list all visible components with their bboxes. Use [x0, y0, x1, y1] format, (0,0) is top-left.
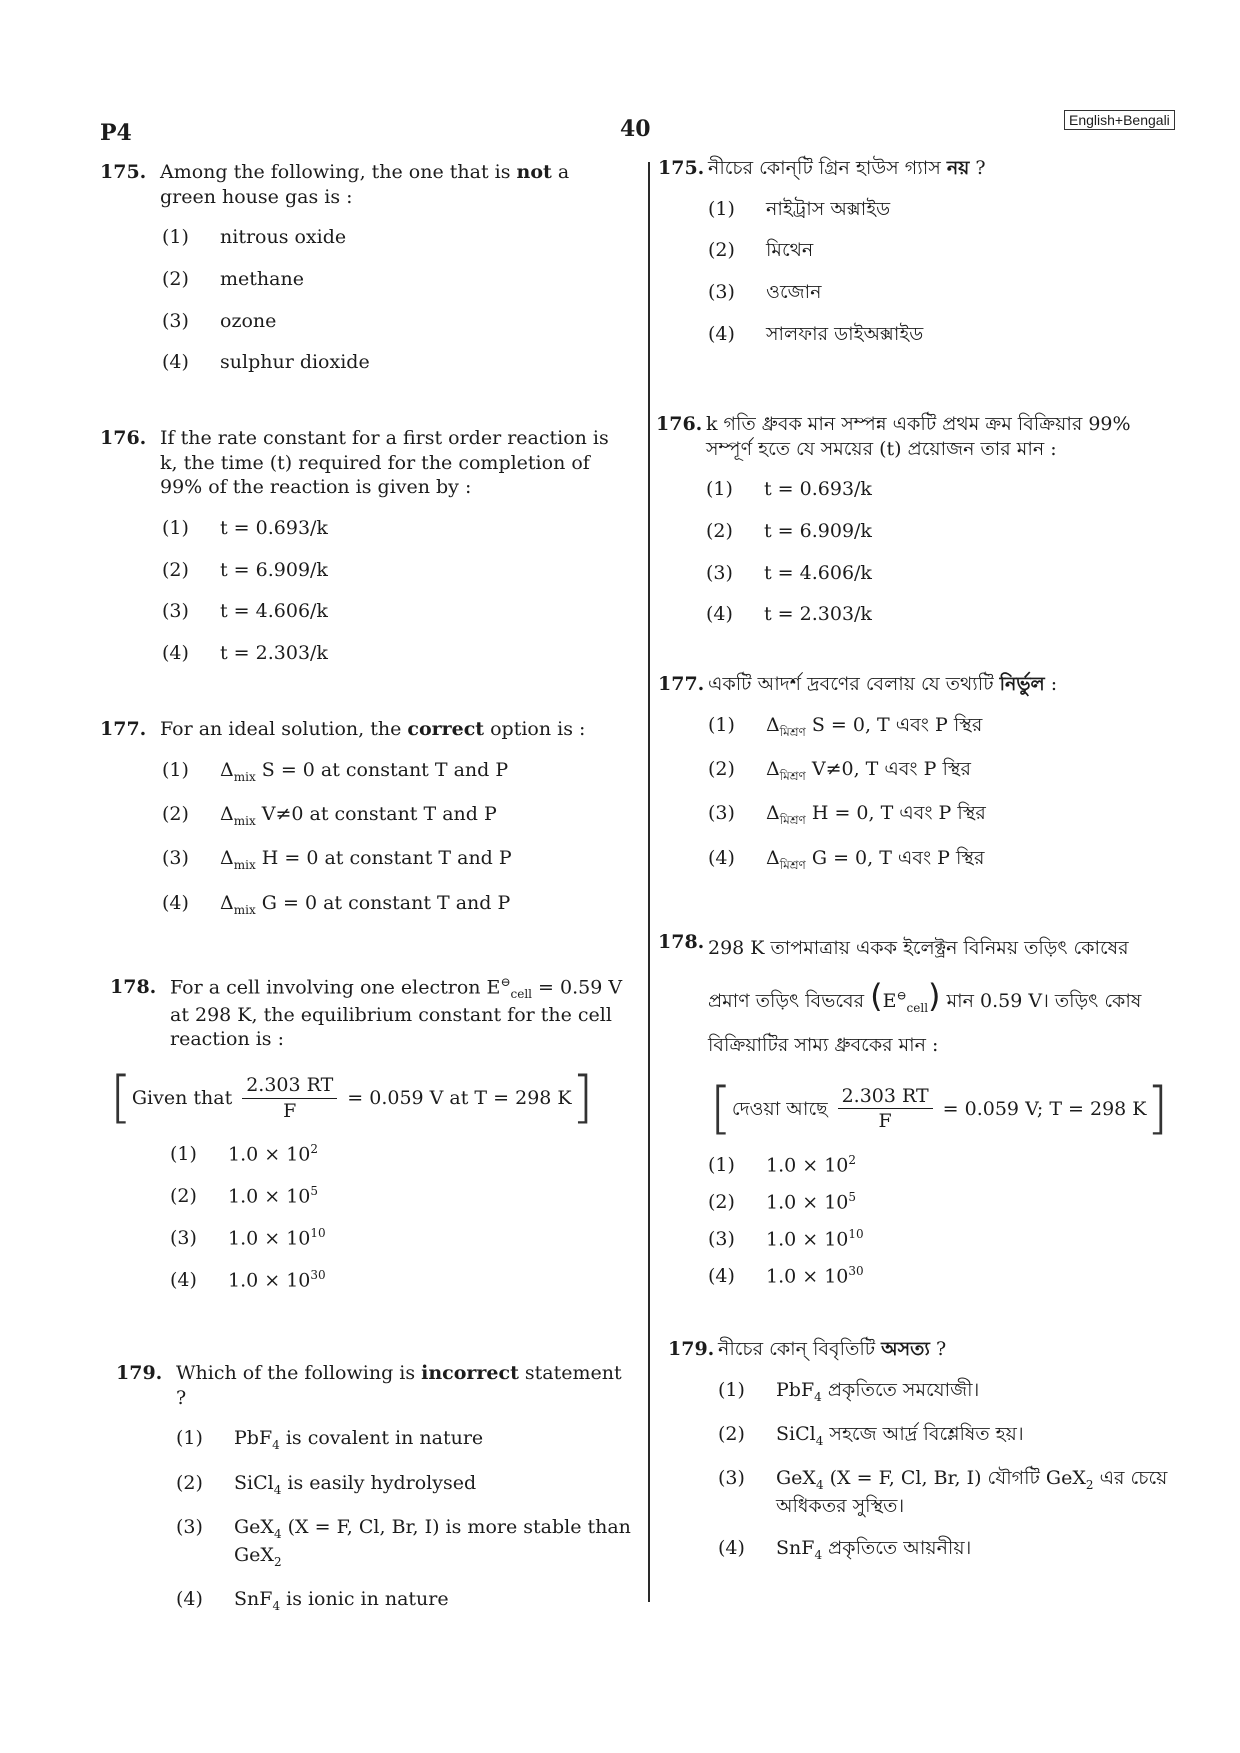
option-4: (4) $1.0 \times 10^{30}$: [170, 1268, 326, 1292]
question-177-en: [100, 717, 620, 935]
option-4: (4) t = 2.303/k: [706, 603, 872, 626]
options: [170, 1142, 630, 1293]
option-2: (2) methane: [162, 268, 304, 291]
option-2: (2) SiCl$_4$ সহজে আর্দ্র বিশ্লেষিত হয়।: [718, 1423, 1024, 1448]
option-2: (2) t = 6.909/k: [162, 558, 328, 581]
option-3: (3) GeX$_4$ (X = F, Cl, Br, I) is more stable than GeX$_2$: [176, 1516, 631, 1569]
option-4: (4) SnF$_4$ প্রকৃতিতে আয়নীয়।: [718, 1536, 972, 1562]
option-3: (3) ozone: [162, 309, 277, 332]
option-4: (4) $\Delta_{mix}$ G = 0 at constant T and P: [162, 891, 511, 917]
options: [708, 713, 1178, 874]
question-text: For an ideal solution, the correct option is :: [160, 718, 586, 740]
question-number: 179.: [668, 1338, 715, 1360]
option-4: (4) SnF$_4$ is ionic in nature: [176, 1587, 449, 1613]
question-number: 176.: [656, 413, 703, 435]
question-text: একটি আদর্শ দ্রবণের বেলায় যে তথ্যটি নির্ভুল :: [708, 673, 1058, 695]
question-text: 298 K তাপমাত্রায় একক ইলেক্ট্রন বিনিময় তড়িৎ কোষের প্রমাণ তড়িৎ বিভবের $(E^⊖_{cell})$ মান 0.59 V। তড়িৎ কোষ বিক্রিয়াটির সাম্য ধ্রুবকের মান :: [708, 937, 1142, 1056]
question-text: Among the following, the one that is not a green house gas is :: [160, 161, 570, 208]
paper-code: P4: [100, 120, 132, 146]
option-2: (2) $\Delta_{mix}$ V≠0 at constant T and P: [162, 803, 497, 828]
question-175-en: [100, 160, 620, 392]
option-4: (4) t = 2.303/k: [162, 642, 328, 665]
option-2: (2) $\Delta_{মিশ্রণ}$ V≠0, T এবং P স্থির: [708, 758, 971, 783]
language-tag: English+Bengali: [1064, 110, 1175, 130]
options: [708, 197, 1178, 347]
option-2: (2) $1.0 \times 10^5$: [708, 1190, 857, 1214]
option-3: (3) GeX$_4$ (X = F, Cl, Br, I) যৌগটি GeX$_2$ এর চেয়ে অধিকতর সুস্থিত।: [718, 1467, 1168, 1517]
question-text: নীচের কোন্‌টি গ্রিন হাউস গ্যাস নয় ?: [708, 157, 986, 179]
options: [162, 516, 620, 666]
option-3: (3) $1.0 \times 10^{10}$: [170, 1226, 326, 1250]
options: [162, 758, 620, 919]
option-1: (1) নাইট্রাস অক্সাইড: [708, 197, 891, 220]
option-3: (3) $\Delta_{mix}$ H = 0 at constant T and P: [162, 847, 512, 873]
option-3: (3) $\Delta_{মিশ্রণ}$ H = 0, T এবং P স্থির: [708, 802, 986, 828]
question-number: 177.: [658, 673, 705, 695]
question-text: For a cell involving one electron $E^⊖_{cell} = 0.59$ V at 298 K, the equilibrium constant for the cell reaction is :: [170, 975, 623, 1051]
option-3: (3) ওজোন: [708, 281, 822, 304]
option-3: (3) t = 4.606/k: [706, 561, 872, 584]
question-179-en: [116, 1361, 636, 1631]
option-3: (3) $1.0 \times 10^{10}$: [708, 1227, 864, 1251]
options: [718, 1378, 1188, 1563]
option-2: (2) SiCl$_4$ is easily hydrolysed: [176, 1471, 477, 1497]
option-2: (2) $1.0 \times 10^5$: [170, 1184, 319, 1208]
question-178-bn: [658, 930, 1178, 1301]
question-175-bn: [658, 156, 1178, 363]
question-text: নীচের কোন্‌ বিবৃতিটি অসত্য ?: [718, 1338, 947, 1360]
option-1: (1) $1.0 \times 10^2$: [170, 1142, 319, 1166]
option-1: (1) $1.0 \times 10^2$: [708, 1152, 857, 1177]
question-number: 175.: [658, 157, 705, 179]
option-4: (4) $1.0 \times 10^{30}$: [708, 1264, 864, 1288]
question-number: 179.: [116, 1362, 163, 1384]
question-number: 177.: [100, 718, 147, 740]
question-176-en: [100, 426, 620, 683]
options: [706, 477, 1176, 627]
option-1: (1) t = 0.693/k: [706, 478, 872, 501]
option-2: (2) মিথেন: [708, 239, 814, 262]
question-177-bn: [658, 672, 1178, 890]
question-text: Which of the following is incorrect statement ?: [176, 1362, 622, 1409]
question-178-en: [110, 975, 630, 1310]
option-4: (4) সালফার ডাইঅক্সাইড: [708, 322, 924, 345]
question-176-bn: [656, 412, 1176, 644]
question-number: 178.: [658, 931, 705, 953]
option-2: (2) t = 6.909/k: [706, 520, 872, 543]
option-3: (3) t = 4.606/k: [162, 600, 328, 623]
option-1: (1) $\Delta_{মিশ্রণ}$ S = 0, T এবং P স্থির: [708, 713, 983, 739]
option-4: (4) $\Delta_{মিশ্রণ}$ G = 0, T এবং P স্থির: [708, 846, 985, 872]
question-number: 176.: [100, 427, 147, 449]
option-1: (1) PbF$_4$ is covalent in nature: [176, 1427, 484, 1453]
options: [176, 1426, 636, 1614]
question-text: k গতি ধ্রুবক মান সম্পন্ন একটি প্রথম ক্রম বিক্রিয়ার 99% সম্পূর্ণ হতে যে সময়ের (t) প্রয়োজন তার মান :: [706, 413, 1131, 460]
question-179-bn: [668, 1337, 1188, 1580]
page-number: 40: [620, 116, 651, 142]
question-text: If the rate constant for a first order reaction is k, the time (t) required for the completion of 99% of the reaction is given by :: [160, 427, 609, 499]
option-1: (1) PbF$_4$ প্রকৃতিতে সমযোজী।: [718, 1378, 980, 1404]
option-4: (4) sulphur dioxide: [162, 351, 370, 374]
given-expression: [ দেওয়া আছে $\frac{2.303 RT}{F}$ = 0.059 V; T = 298 K ]: [710, 1075, 1169, 1141]
options: [162, 225, 620, 375]
options: [708, 1153, 1178, 1289]
question-number: 178.: [110, 976, 157, 998]
option-1: (1) $\Delta_{mix}$ S = 0 at constant T and P: [162, 758, 509, 784]
option-1: (1) t = 0.693/k: [162, 517, 328, 540]
question-number: 175.: [100, 161, 147, 183]
column-divider: [648, 162, 650, 1602]
option-1: (1) nitrous oxide: [162, 226, 347, 249]
given-expression: [ Given that $\frac{2.303 RT}{F}$ = 0.059 V at T = 298 K ]: [110, 1065, 594, 1131]
